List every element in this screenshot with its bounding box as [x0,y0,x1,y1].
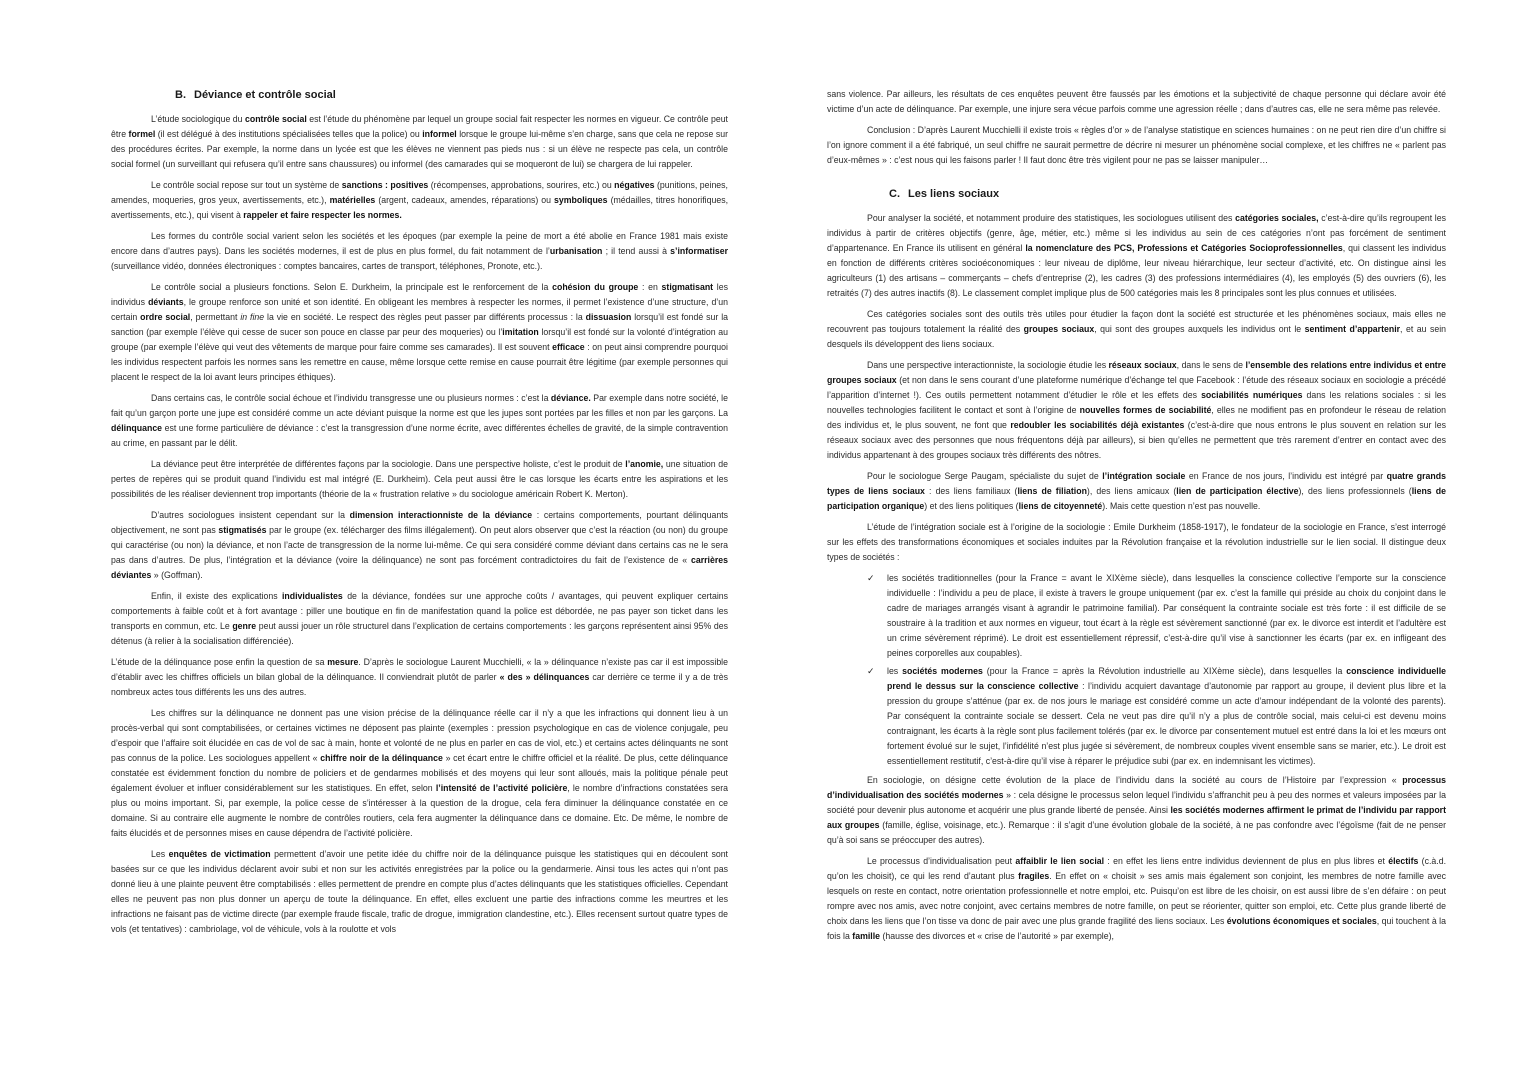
left-column [111,87,728,943]
paragraph: Les enquêtes de victimation permettent d’avoir une petite idée du chiffre noir de la délinquance puisque les statistiques qui en découlent sont basées sur ce que les individus déclarent avoir subi et non sur les activités enregistrées par la police ou la gendarmerie. Ainsi tous les actes qui n’ont pas donné lieu à une plainte peuvent être comptabilisés : elles permettent de prendre en compte plus d’actes délinquants que les statistiques officielles. Cependant elles ne peuvent pas non plus donner un aperçu de toute la délinquance. En effet, elles excluent une partie des infractions comme les meurtres et les infractions ne faisant pas de victime directe (par exemple fraude fiscale, trafic de drogue, immigration clandestine, etc.). Elles recensent surtout quatre types de vols (et tentatives) : cambriolage, vol de véhicule, vols à la roulotte et vols [111,849,728,934]
checkmark-icon: ✓ [867,573,875,583]
checkmark-icon: ✓ [867,666,875,676]
paragraph: sans violence. Par ailleurs, les résultats de ces enquêtes peuvent être faussés par les émotions et la subjectivité de chaque personne qui déclare avoir été victime d’un acte de délinquance. Par exemple, une injure sera vécue parfois comme une agression réelle ; dans d’autres cas, elle ne sera même pas relevée. [827,89,1446,114]
list-item: ✓ les sociétés traditionnelles (pour la France = avant le XIXème siècle), dans lesquelles la conscience collective l’emporte sur la conscience individuelle : l’individu a peu de place, il existe à travers le groupe uniquement (par ex. c’est la famille qui préside au choix du conjoint dans le cadre de mariages arrangés visant à agrandir le patrimoine familial). Par conséquent la contrainte sociale est très forte : il est difficile de se soustraire à la tradition et aux normes en vigueur, tout écart à la règle est sévèrement sanctionné (par ex. le divorce est interdit et l’adultère est un crime sévèrement réprimé). Le droit est essentiellement répressif, c’est-à-dire qu’il vise à sanctionner les écarts (par ex. en infligeant des peines corporelles aux coupables). [867,573,1446,658]
section-heading-b: B. Déviance et contrôle social [175,89,336,101]
paragraph: Les chiffres sur la délinquance ne donnent pas une vision précise de la délinquance réelle car il n’y a que les infractions qui donnent lieu à un procès-verbal qui sont comptabilisées, or certaines victimes ne déposent pas plainte (exemples : pression psychologique en cas de violence conjugale, peu d’espoir que l’affaire soit élucidée en cas de vol de sac à main, honte et volonté de ne plus en parler en cas de viol, etc.) et certains actes délinquants ne sont pas connus de la police. Les sociologues appellent « chiffre noir de la délinquance » cet écart entre le chiffre officiel et la réalité. De plus, cette délinquance constatée est évidemment fonction du nombre de policiers et de gendarmes mobilisés et des moyens qui leur sont alloués, mais la politique pénale peut également évoluer et influer considérablement sur les statistiques. En effet, selon l’intensité de l’activité policière, le nombre d’infractions constatées sera plus ou moins important. Si, par exemple, la police cesse de s’intéresser à la question de la drogue, cela fera diminuer la délinquance constatée en ce domaine. Si au contraire elle augmente le nombre de contrôles routiers, cela fera augmenter la délinquance dans ce domaine. Etc. De même, le nombre de faits élucidés et de personnes mises en cause dépendra de l’activité policière. [111,708,729,838]
paragraph: L’étude de l’intégration sociale est à l’origine de la sociologie : Emile Durkheim (1858-1917), le fondateur de la sociologie en France, s’est interrogé sur les effets des transformations économiques et sociales induites par la Révolution française et la révolution industrielle sur le lien social. Il distingue deux types de sociétés : [827,522,1446,562]
paragraph: Dans une perspective interactionniste, la sociologie étudie les réseaux sociaux, dans le sens de l’ensemble des relations entre individus et entre groupes sociaux (et non dans le sens courant d’une plateforme numérique d’échange tel que Facebook : l’étude des réseaux sociaux en sociologie a précédé l’apparition d’internet !). Ces outils permettent notamment d’étudier le rôle et les effets des sociabilités numériques dans les relations sociales : si les nouvelles technologies facilitent le contact et sont à l’origine de nouvelles formes de sociabilité, elles ne modifient pas en profondeur le réseau de relation des individus et, le plus souvent, ne font que redoubler les sociabilités déjà existantes (c’est-à-dire que nous entrons le plus souvent en relation sur les réseaux sociaux avec des personnes que nous fréquentons déjà par ailleurs), si bien qu’elles ne permettent que très rarement d’entrer en contact avec des individus appartenant à des groupes sociaux très différents des nôtres. [827,360,1447,460]
conclusion-paragraph: Conclusion : D’après Laurent Mucchielli il existe trois « règles d’or » de l’analyse statistique en sciences humaines : on ne peut rien dire d’un chiffre si l’on ignore comment il a été fabriqué, un seul chiffre ne saurait permettre de décrire ni mesurer un phénomène social complexe, et les chiffres ne « parlent pas d’eux-mêmes » : c’est nous qui les faisons parler ! Il faut donc être très vigilent pour ne pas se laisser manipuler… [827,125,1446,165]
paragraph: D’autres sociologues insistent cependant sur la dimension interactionniste de la déviance : certains comportements, pourtant délinquants objectivement, ne sont pas stigmatisés par le groupe (ex. télécharger des films illégalement). On peut alors observer que c’est la réaction (ou non) du groupe qui caractérise (ou non) la déviance, et non l’acte de transgression de la norme lui-même. Ce qui sera considéré comme déviant dans certains cas ne le sera pas dans d’autres. De plus, l’intégration et la déviance (voire la délinquance) ne sont pas forcément contradictoires du fait de l’existence de « carrières déviantes » (Goffman). [111,510,728,580]
paragraph: Enfin, il existe des explications individualistes de la déviance, fondées sur une approche coûts / avantages, qui peuvent expliquer certains comportements à faible coût et à fort avantage : piller une boutique en fin de manifestation quand la police est débordée, ne pas payer son ticket dans les transports en commun, etc. Le genre peut aussi jouer un rôle structurel dans l’explication de certains comportements : les garçons représentent ainsi 95% des détenus (à relier à la socialisation différenciée). [111,591,728,646]
left-page [0,0,763,1080]
paragraph: Le contrôle social a plusieurs fonctions. Selon E. Durkheim, la principale est le renforcement de la cohésion du groupe : en stigmatisant les individus déviants, le groupe renforce son unité et son identité. En obligeant les membres à respecter les normes, il permet l’existence d’une structure, d’un certain ordre social, permettant in fine la vie en société. Le respect des règles peut passer par différents processus : la dissuasion lorsqu’il est fondé sur la sanction (par exemple l’élève qui cesse de sucer son pouce en classe par peur des moqueries) ou l’imitation lorsqu’il est fondé sur la volonté d’intégration au groupe (par exemple l’élève qui veut des vêtements de marque pour faire comme ses camarades). Il est souvent efficace : on peut ainsi comprendre pourquoi les individus respectent parfois les normes sans les remettre en cause, même lorsque cette remise en cause pourrait être légitime (par exemple personnes qui placent le respect de la loi avant leurs principes éthiques). [111,282,729,382]
list-item: ✓ les sociétés modernes (pour la France = après la Révolution industrielle au XIXème siècle), dans lesquelles la conscience individuelle prend le dessus sur la conscience collective : l’individu acquiert davantage d’autonomie par rapport au groupe, il devient plus libre et la pression du groupe s’atténue (par ex. de nos jours le mariage est considéré comme un acte d’amour indépendant de la volonté des parents). Par conséquent la contrainte sociale se dessert. Cela ne veut pas dire qu’il n’y a plus de contrôle social, mais celui-ci est devenu moins contraignant, les écarts à la règle sont plus facilement tolérés (par ex. le divorce par consentement mutuel est entré dans la loi et les mœurs ont fortement évolué sur le sujet, l’infidélité n’est plus jugée si sévèrement, de nombreux couples vivent ensemble sans se marier, etc.). Le droit est essentiellement restitutif, c’est-à-dire qu’il vise à réparer le préjudice subi (par ex. en indemnisant les victimes). [867,666,1447,766]
paragraph: L’étude de la délinquance pose enfin la question de sa mesure. D’après le sociologue Laurent Mucchielli, « la » délinquance n’existe pas car il est impossible d’établir avec les chiffres officiels un bilan global de la délinquance. Il conviendrait plutôt de parler « des » délinquances car derrière ce terme il y a de très nombreux actes tous différents les uns des autres. [111,657,728,697]
paragraph: Pour le sociologue Serge Paugam, spécialiste du sujet de l’intégration sociale en France de nos jours, l’individu est intégré par quatre grands types de liens sociaux : des liens familiaux (liens de filiation), des liens amicaux (lien de participation élective), des liens professionnels (liens de participation organique) et des liens politiques (liens de citoyenneté). Mais cette question n’est pas nouvelle. [827,471,1446,511]
society-types-list [827,571,1446,769]
right-page [763,0,1527,1080]
paragraph: Ces catégories sociales sont des outils très utiles pour étudier la façon dont la société est structurée et les phénomènes sociaux, mais elles ne recouvrent pas toujours totalement la réalité des groupes sociaux, qui sont des groupes auxquels les individus ont le sentiment d’appartenir, et au sein desquels ils développent des liens sociaux. [827,309,1447,349]
paragraph: Le contrôle social repose sur tout un système de sanctions : positives (récompenses, approbations, sourires, etc.) ou négatives (punitions, peines, amendes, moqueries, gros yeux, avertissements, etc.), matérielles (argent, cadeaux, amendes, réparations) ou symboliques (médailles, titres honorifiques, avertissements, etc.), qui visent à rappeler et faire respecter les normes. [111,180,729,220]
right-column [827,87,1446,950]
paragraph: La déviance peut être interprétée de différentes façons par la sociologie. Dans une perspective holiste, c’est le produit de l’anomie, une situation de pertes de repères qui se produit quand l’individu est mal intégré (E. Durkheim). Cela peut aussi être le cas lorsque les écarts entre les aspirations et les possibilités de les réaliser deviennent trop importants (théorie de la « frustration relative » du sociologue américain Robert K. Merton). [111,459,729,499]
paragraph: En sociologie, on désigne cette évolution de la place de l’individu dans la société au cours de l’Histoire par l’expression « processus d’individualisation des sociétés modernes » : cela désigne le processus selon lequel l’individu s’affranchit peu à peu des normes et valeurs imposées par la société pour devenir plus autonome et acquérir une plus grande liberté de pensée. Ainsi les sociétés modernes affirment le primat de l’individu par rapport aux groupes (famille, église, voisinage, etc.). Remarque : il s’agit d’une évolution globale de la société, à ne pas confondre avec l’égoïsme (fait de ne penser qu’à soi sans se préoccuper des autres). [827,775,1446,845]
paragraph: Pour analyser la société, et notamment produire des statistiques, les sociologues utilisent des catégories sociales, c’est-à-dire qu’ils regroupent les individus à partir de critères objectifs (genre, âge, métier, etc.) même si les individus au sein de ces catégories n’ont pas forcément de sentiment d’appartenance. En France ils utilisent en général la nomenclature des PCS, Professions et Catégories Socioprofessionnelles, qui classent les individus en fonction de différents critères socioéconomiques : leur niveau de diplôme, leur niveau hiérarchique, leur secteur d’activité, etc. On distingue ainsi les agriculteurs (1) des artisans – commerçants – chefs d’entreprise (2), les cadres (3) des professions intermédiaires (4), les employés (5) des ouvriers (6), les retraités (7) des autres inactifs (8). Le classement complet implique plus de 500 catégories mais les 8 principales sont les plus connues et utilisées. [827,213,1446,298]
paragraph: L’étude sociologique du contrôle social est l’étude du phénomène par lequel un groupe social fait respecter les normes en vigueur. Ce contrôle peut être formel (il est délégué à des institutions spécialisées telles que la police) ou informel lorsque le groupe lui-même s’en charge, sans que cela ne repose sur des procédures écrites. Par exemple, la norme dans un lycée est que les élèves ne viennent pas pieds nus : si un élève ne respecte pas cela, un contrôle social formel (un surveillant qui refusera qu’il entre sans chaussures) ou informel (des camarades qui se moqueront de lui) se chargera de lui rappeler. [111,114,729,169]
section-heading-c: C. Les liens sociaux [889,188,1000,200]
paragraph: Le processus d’individualisation peut affaiblir le lien social : en effet les liens entre individus deviennent de plus en plus libres et électifs (c.à.d. qu’on les choisit), ce qui les rend d’autant plus fragiles. En effet on « choisit » ses amis mais également son conjoint, les membres de notre famille avec lesquels on reste en contact, notre orientation professionnelle et notre emploi, etc. Puisqu’on est libre de les choisir, on est aussi libre de s’en défaire : on peut rompre avec nos amis, avec notre conjoint, avec certains membres de notre famille, on peut se réorienter, quitter son emploi, etc. Cette plus grande liberté de choix dans les liens que l’on tisse va donc de pair avec une plus grande fragilité des liens sociaux. Les évolutions économiques et sociales, qui touchent à la fois la famille (hausse des divorces et « crise de l’autorité » par exemple), [827,856,1446,941]
paragraph: Dans certains cas, le contrôle social échoue et l’individu transgresse une ou plusieurs normes : c’est la déviance. Par exemple dans notre société, le fait qu’un garçon porte une jupe est considéré comme un acte déviant puisque la norme est que les jupes sont portées par les filles et non par les garçons. La délinquance est une forme particulière de déviance : c’est la transgression d’une norme écrite, avec différentes échelles de gravité, de la simple contravention au crime, en passant par le délit. [111,393,728,448]
paragraph: Les formes du contrôle social varient selon les sociétés et les époques (par exemple la peine de mort a été abolie en France 1981 mais existe encore dans d’autres pays). Dans les sociétés modernes, il est de plus en plus formel, du fait notamment de l’urbanisation ; il tend aussi à s’informatiser (surveillance vidéo, données électroniques : comptes bancaires, cartes de transport, téléphones, Pronote, etc.). [111,231,729,271]
